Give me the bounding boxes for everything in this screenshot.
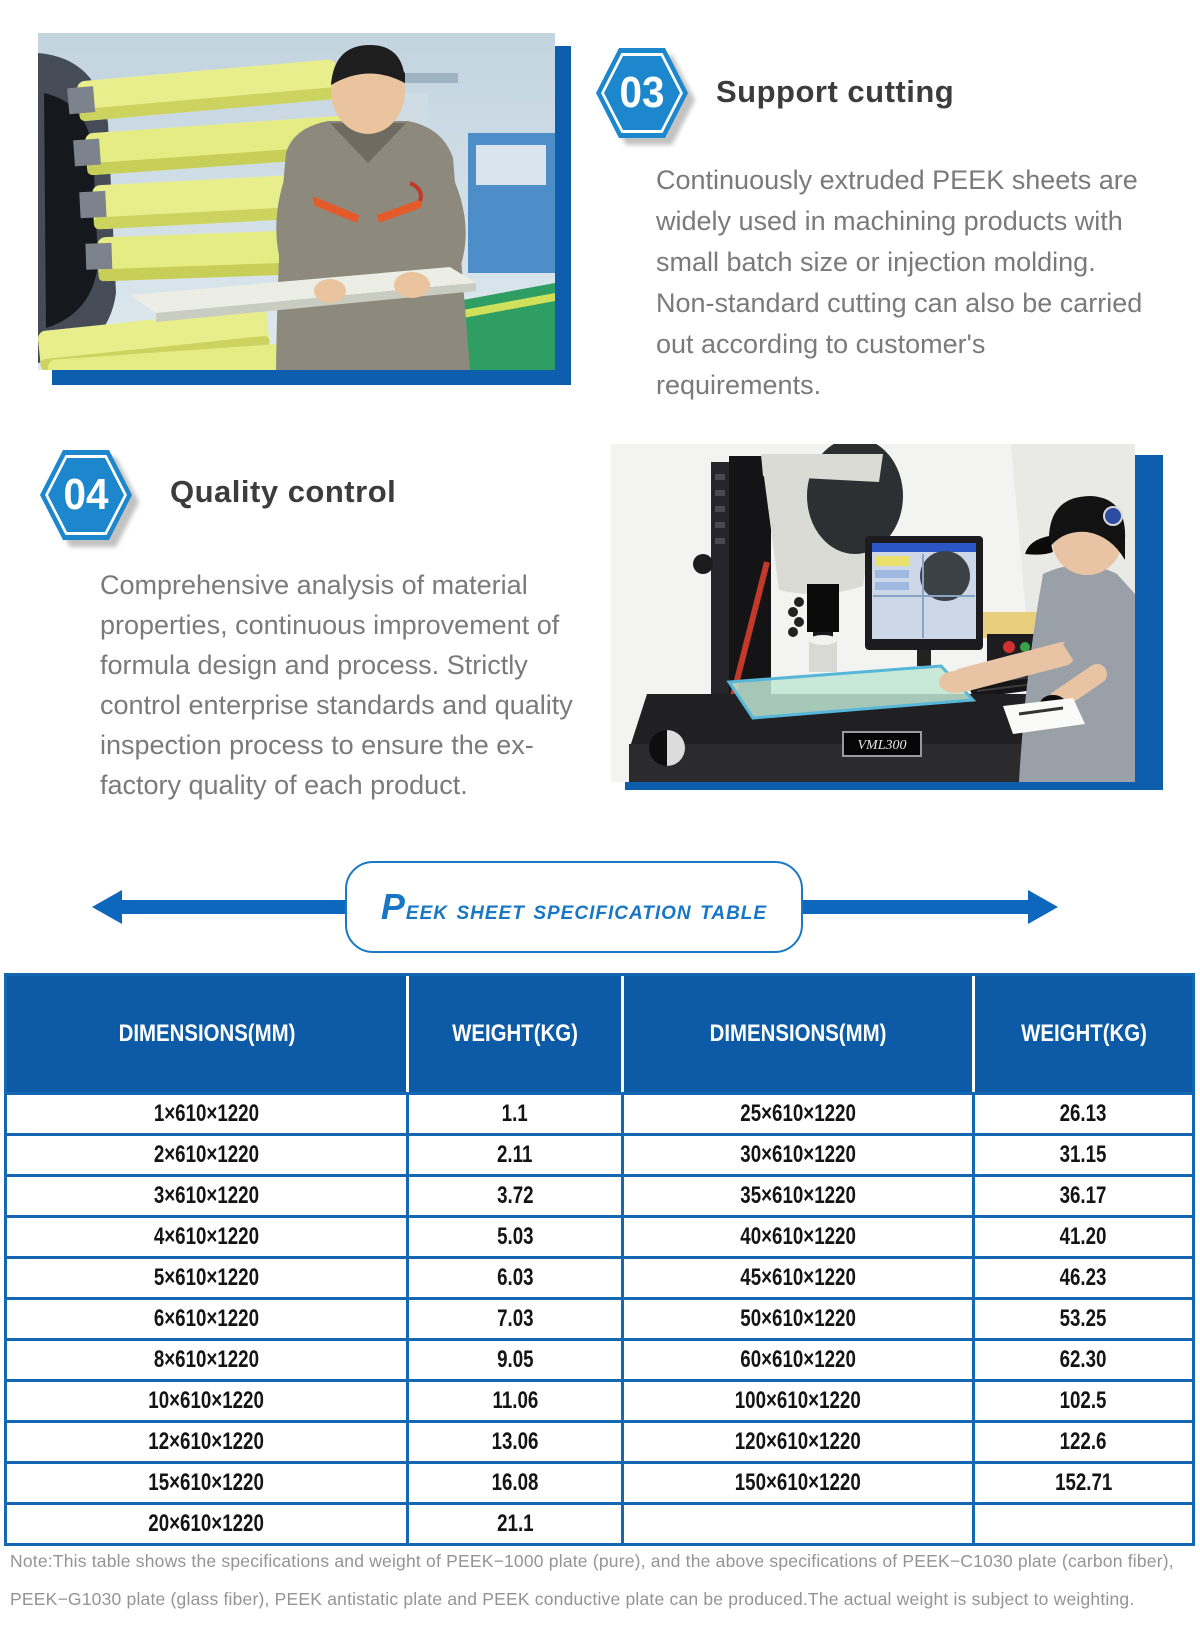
table-cell: 15×610×1220 xyxy=(7,1461,409,1502)
table-cell xyxy=(624,1502,975,1543)
table-cell: 21.1 xyxy=(409,1502,624,1543)
table-cell: 3.72 xyxy=(409,1174,624,1215)
step-3-number: 03 xyxy=(619,68,665,117)
table-cell: 122.6 xyxy=(975,1420,1192,1461)
table-cell: 13.06 xyxy=(409,1420,624,1461)
table-cell: 102.5 xyxy=(975,1379,1192,1420)
arrow-right-head xyxy=(1028,890,1058,924)
table-cell: 30×610×1220 xyxy=(624,1133,975,1174)
spec-table-banner xyxy=(345,861,803,953)
support-cutting-photo xyxy=(38,33,555,370)
table-cell: 2.11 xyxy=(409,1133,624,1174)
table-cell: 7.03 xyxy=(409,1297,624,1338)
header-cell: WEIGHT(KG) xyxy=(975,976,1192,1092)
step-3-description: Continuously extruded PEEK sheets are widely used in machining products with small batch size or injection molding. Non-standard cutting can also be carried out according to customer's requirements. xyxy=(656,165,1143,400)
table-cell: 62.30 xyxy=(975,1338,1192,1379)
table-cell: 5×610×1220 xyxy=(7,1256,409,1297)
spec-table-banner-label: Peek sheet specification table xyxy=(380,886,768,927)
table-cell: 11.06 xyxy=(409,1379,624,1420)
table-cell: 150×610×1220 xyxy=(624,1461,975,1502)
table-cell: 5.03 xyxy=(409,1215,624,1256)
table-cell: 35×610×1220 xyxy=(624,1174,975,1215)
table-cell: 4×610×1220 xyxy=(7,1215,409,1256)
table-cell: 26.13 xyxy=(975,1092,1192,1133)
table-cell: 100×610×1220 xyxy=(624,1379,975,1420)
table-cell: 120×610×1220 xyxy=(624,1420,975,1461)
factory-photo-illustration xyxy=(38,33,555,370)
header-cell: DIMENSIONS(MM) xyxy=(7,976,409,1092)
table-cell: 31.15 xyxy=(975,1133,1192,1174)
table-cell: 60×610×1220 xyxy=(624,1338,975,1379)
table-cell: 41.20 xyxy=(975,1215,1192,1256)
table-cell: 50×610×1220 xyxy=(624,1297,975,1338)
table-cell xyxy=(975,1502,1192,1543)
step-4-badge xyxy=(40,450,132,540)
table-cell: 10×610×1220 xyxy=(7,1379,409,1420)
step-3-title: Support cutting xyxy=(716,74,955,109)
peek-sheet-spec-table xyxy=(4,973,1195,1546)
table-cell: 40×610×1220 xyxy=(624,1215,975,1256)
machine-label: VML300 xyxy=(857,738,907,753)
header-cell: WEIGHT(KG) xyxy=(409,976,624,1092)
table-note-line-2: PEEK−G1030 plate (glass fiber), PEEK antistatic plate and PEEK conductive plate can be produced.The actual weight is subject to weighting. xyxy=(10,1589,1135,1609)
table-cell: 46.23 xyxy=(975,1256,1192,1297)
qc-photo-illustration xyxy=(611,444,1135,782)
table-cell: 1.1 xyxy=(409,1092,624,1133)
step-4-title: Quality control xyxy=(170,474,397,509)
table-cell: 6.03 xyxy=(409,1256,624,1297)
table-cell: 3×610×1220 xyxy=(7,1174,409,1215)
table-cell: 8×610×1220 xyxy=(7,1338,409,1379)
table-cell: 1×610×1220 xyxy=(7,1092,409,1133)
header-cell: DIMENSIONS(MM) xyxy=(624,976,975,1092)
table-cell: 36.17 xyxy=(975,1174,1192,1215)
table-note-line-1: Note:This table shows the specifications and weight of PEEK−1000 plate (pure), and the above specifications of PEEK−C1030 plate (carbon fiber), xyxy=(10,1551,1174,1571)
table-cell: 6×610×1220 xyxy=(7,1297,409,1338)
table-cell: 12×610×1220 xyxy=(7,1420,409,1461)
table-cell: 25×610×1220 xyxy=(624,1092,975,1133)
table-cell: 152.71 xyxy=(975,1461,1192,1502)
table-cell: 2×610×1220 xyxy=(7,1133,409,1174)
table-cell: 16.08 xyxy=(409,1461,624,1502)
table-cell: 20×610×1220 xyxy=(7,1502,409,1543)
quality-control-photo xyxy=(611,444,1135,782)
step-3-badge xyxy=(596,48,688,138)
step-4-number: 04 xyxy=(63,470,109,519)
step-4-description: Comprehensive analysis of material properties, continuous improvement of formula design and process. Strictly control enterprise standards and quality inspection process to ensure the ex-factory quality of each product. xyxy=(100,570,573,800)
table-cell: 9.05 xyxy=(409,1338,624,1379)
table-cell: 53.25 xyxy=(975,1297,1192,1338)
table-cell: 45×610×1220 xyxy=(624,1256,975,1297)
